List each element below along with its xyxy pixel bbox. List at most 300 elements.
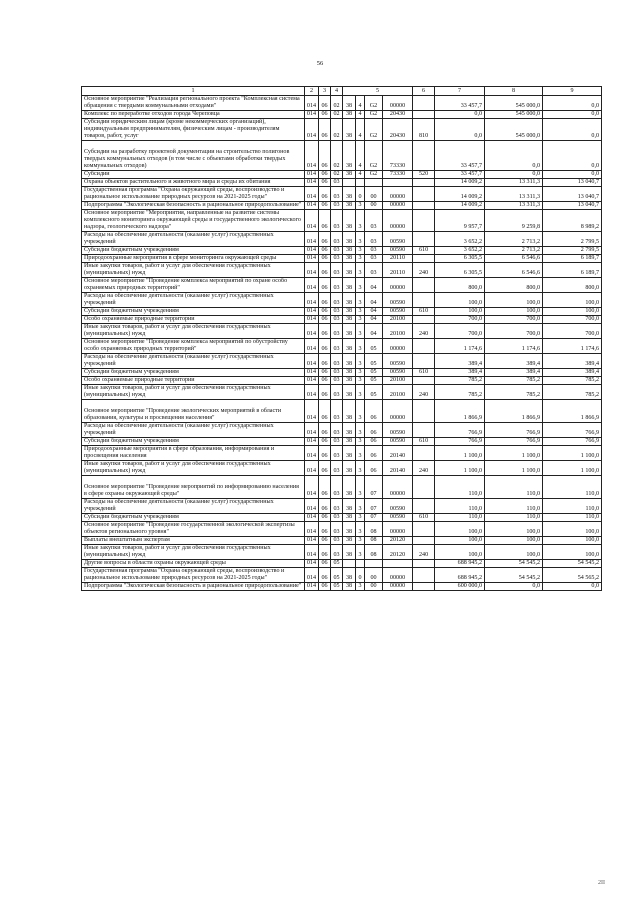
amount-year3-cell: 766,9	[543, 438, 602, 446]
subsection-code-cell: 03	[331, 385, 343, 400]
target-code-part-cell: 38	[343, 446, 356, 461]
row-name-cell: Иные закупки товаров, работ и услуг для обеспечения государственных (муниципальных) нужд	[82, 385, 305, 400]
target-code-part-cell: 3	[356, 210, 365, 232]
expense-type-cell	[413, 141, 435, 171]
target-code-part-cell: 04	[365, 316, 383, 324]
amount-year1-cell: 800,0	[435, 278, 485, 293]
target-code-part-cell: 38	[343, 278, 356, 293]
subsection-code-cell: 03	[331, 263, 343, 278]
ministry-code-cell: 014	[305, 202, 319, 210]
section-code-cell: 06	[319, 111, 331, 119]
section-code-cell: 06	[319, 179, 331, 187]
amount-year2-cell: 785,2	[485, 377, 543, 385]
amount-year3-cell: 1 866,9	[543, 400, 602, 423]
expense-type-cell: 610	[413, 308, 435, 316]
ministry-code-cell: 014	[305, 446, 319, 461]
target-code-part-cell: G2	[365, 96, 383, 111]
row-name-cell: Охрана объектов растительного и животного мира и среды их обитания	[82, 179, 305, 187]
row-name-cell: Основное мероприятие "Реализация регионального проекта "Комплексная система обращения с твердыми коммунальными отходами"	[82, 96, 305, 111]
section-code-cell: 06	[319, 377, 331, 385]
target-code-part-cell	[383, 179, 413, 187]
header-cell: 9	[543, 87, 602, 96]
table-row	[82, 255, 602, 263]
target-code-part-cell: 3	[356, 263, 365, 278]
target-code-part-cell: 38	[343, 423, 356, 438]
section-code-cell: 06	[319, 308, 331, 316]
target-code-part-cell: 06	[365, 423, 383, 438]
target-code-part-cell: 20100	[383, 377, 413, 385]
target-code-part-cell: 05	[365, 377, 383, 385]
subsection-code-cell: 03	[331, 369, 343, 377]
expense-type-cell	[413, 316, 435, 324]
table-row	[82, 423, 602, 438]
subsection-code-cell: 03	[331, 545, 343, 560]
target-code-part-cell: 38	[343, 369, 356, 377]
amount-year3-cell: 0,0	[543, 96, 602, 111]
subsection-code-cell: 03	[331, 179, 343, 187]
amount-year2-cell: 785,2	[485, 385, 543, 400]
amount-year1-cell: 14 009,2	[435, 187, 485, 202]
amount-year2-cell: 0,0	[485, 141, 543, 171]
expense-type-cell: 610	[413, 514, 435, 522]
table-row	[82, 499, 602, 514]
target-code-part-cell: 07	[365, 499, 383, 514]
amount-year1-cell: 688 945,2	[435, 568, 485, 583]
section-code-cell: 06	[319, 202, 331, 210]
target-code-part-cell: 3	[356, 438, 365, 446]
amount-year2-cell: 100,0	[485, 308, 543, 316]
amount-year2-cell: 1 866,9	[485, 400, 543, 423]
section-code-cell: 06	[319, 354, 331, 369]
amount-year3-cell: 13 040,7	[543, 187, 602, 202]
table-row	[82, 545, 602, 560]
target-code-part-cell: 00590	[383, 247, 413, 255]
amount-year1-cell: 14 009,2	[435, 179, 485, 187]
table-row	[82, 111, 602, 119]
target-code-part-cell: 03	[365, 255, 383, 263]
expense-type-cell	[413, 96, 435, 111]
budget-table	[81, 86, 602, 591]
section-code-cell: 06	[319, 293, 331, 308]
target-code-part-cell	[343, 179, 356, 187]
subsection-code-cell: 03	[331, 377, 343, 385]
section-code-cell: 06	[319, 400, 331, 423]
subsection-code-cell: 02	[331, 96, 343, 111]
amount-year1-cell: 700,0	[435, 316, 485, 324]
target-code-part-cell: 00590	[383, 293, 413, 308]
ministry-code-cell: 014	[305, 537, 319, 545]
ministry-code-cell: 014	[305, 247, 319, 255]
expense-type-cell	[413, 499, 435, 514]
section-code-cell: 06	[319, 476, 331, 499]
subsection-code-cell: 03	[331, 255, 343, 263]
section-code-cell: 06	[319, 560, 331, 568]
table-row	[82, 232, 602, 247]
table-row	[82, 560, 602, 568]
target-code-part-cell: 08	[365, 545, 383, 560]
amount-year3-cell: 0,0	[543, 171, 602, 179]
amount-year3-cell: 785,2	[543, 385, 602, 400]
subsection-code-cell: 03	[331, 324, 343, 339]
subsection-code-cell: 03	[331, 247, 343, 255]
ministry-code-cell: 014	[305, 438, 319, 446]
subsection-code-cell: 03	[331, 537, 343, 545]
section-code-cell: 06	[319, 369, 331, 377]
target-code-part-cell: 3	[356, 545, 365, 560]
expense-type-cell	[413, 400, 435, 423]
target-code-part-cell: 20100	[383, 385, 413, 400]
subsection-code-cell: 02	[331, 141, 343, 171]
amount-year1-cell: 100,0	[435, 293, 485, 308]
subsection-code-cell: 03	[331, 514, 343, 522]
amount-year1-cell: 3 652,2	[435, 232, 485, 247]
subsection-code-cell: 03	[331, 400, 343, 423]
row-name-cell: Основное мероприятие "Проведение экологических мероприятий в области образования, культуры и просвещения населения"	[82, 400, 305, 423]
table-row	[82, 537, 602, 545]
table-row	[82, 369, 602, 377]
table-row	[82, 263, 602, 278]
ministry-code-cell: 014	[305, 171, 319, 179]
table-row	[82, 339, 602, 354]
target-code-part-cell: 00000	[383, 96, 413, 111]
target-code-part-cell: 3	[356, 247, 365, 255]
subsection-code-cell: 03	[331, 499, 343, 514]
target-code-part-cell: 38	[343, 461, 356, 476]
expense-type-cell: 240	[413, 461, 435, 476]
target-code-part-cell: 3	[356, 377, 365, 385]
amount-year2-cell: 54 545,2	[485, 560, 543, 568]
row-name-cell: Субсидии бюджетным учреждениям	[82, 514, 305, 522]
expense-type-cell	[413, 583, 435, 591]
target-code-part-cell: 00000	[383, 476, 413, 499]
target-code-part-cell: 00590	[383, 499, 413, 514]
subsection-code-cell: 03	[331, 438, 343, 446]
amount-year1-cell: 0,0	[435, 119, 485, 141]
expense-type-cell: 520	[413, 171, 435, 179]
target-code-part-cell: 00590	[383, 232, 413, 247]
row-name-cell: Основное мероприятие "Проведение комплекса мероприятий по охране особо охраняемых природных территорий"	[82, 278, 305, 293]
section-code-cell: 06	[319, 171, 331, 179]
amount-year3-cell: 13 040,7	[543, 202, 602, 210]
expense-type-cell	[413, 423, 435, 438]
expense-type-cell: 610	[413, 369, 435, 377]
target-code-part-cell: 38	[343, 499, 356, 514]
expense-type-cell	[413, 522, 435, 537]
amount-year3-cell: 110,0	[543, 514, 602, 522]
target-code-part-cell: 3	[356, 423, 365, 438]
amount-year1-cell: 389,4	[435, 369, 485, 377]
target-code-part-cell: 20100	[383, 324, 413, 339]
amount-year2-cell: 110,0	[485, 499, 543, 514]
target-code-part-cell: 00000	[383, 522, 413, 537]
amount-year1-cell: 600 000,0	[435, 583, 485, 591]
target-code-part-cell: 3	[356, 293, 365, 308]
target-code-part-cell: 00590	[383, 354, 413, 369]
section-code-cell: 06	[319, 545, 331, 560]
subsection-code-cell: 02	[331, 111, 343, 119]
amount-year3-cell: 700,0	[543, 324, 602, 339]
target-code-part-cell: 38	[343, 210, 356, 232]
header-cell: 6	[413, 87, 435, 96]
target-code-part-cell: 38	[343, 187, 356, 202]
target-code-part-cell: 00000	[383, 210, 413, 232]
target-code-part-cell: 38	[343, 537, 356, 545]
expense-type-cell	[413, 568, 435, 583]
target-code-part-cell: 4	[356, 171, 365, 179]
target-code-part-cell: 73330	[383, 171, 413, 179]
target-code-part-cell: 38	[343, 583, 356, 591]
ministry-code-cell: 014	[305, 179, 319, 187]
ministry-code-cell: 014	[305, 583, 319, 591]
subsection-code-cell: 02	[331, 171, 343, 179]
row-name-cell: Расходы на обеспечение деятельности (оказание услуг) государственных учреждений	[82, 232, 305, 247]
target-code-part-cell	[383, 560, 413, 568]
row-name-cell: Основное мероприятие "Проведение мероприятий по информированию населения в сфере охраны окружающей среды"	[82, 476, 305, 499]
header-row	[82, 87, 602, 96]
amount-year3-cell: 100,0	[543, 545, 602, 560]
subsection-code-cell: 03	[331, 423, 343, 438]
ministry-code-cell: 014	[305, 476, 319, 499]
target-code-part-cell: 3	[356, 446, 365, 461]
table-row	[82, 119, 602, 141]
ministry-code-cell: 014	[305, 111, 319, 119]
row-name-cell: Расходы на обеспечение деятельности (оказание услуг) государственных учреждений	[82, 354, 305, 369]
expense-type-cell: 240	[413, 324, 435, 339]
ministry-code-cell: 014	[305, 545, 319, 560]
amount-year2-cell: 6 546,6	[485, 255, 543, 263]
amount-year2-cell: 700,0	[485, 316, 543, 324]
amount-year1-cell: 700,0	[435, 324, 485, 339]
expense-type-cell: 810	[413, 119, 435, 141]
target-code-part-cell: 04	[365, 278, 383, 293]
table-row	[82, 187, 602, 202]
ministry-code-cell: 014	[305, 232, 319, 247]
amount-year1-cell: 1 866,9	[435, 400, 485, 423]
row-name-cell: Субсидии бюджетным учреждениям	[82, 247, 305, 255]
target-code-part-cell: 3	[356, 324, 365, 339]
amount-year3-cell: 110,0	[543, 476, 602, 499]
target-code-part-cell: 4	[356, 96, 365, 111]
subsection-code-cell: 03	[331, 461, 343, 476]
amount-year2-cell: 545 000,0	[485, 119, 543, 141]
row-name-cell: Другие вопросы в области охраны окружающей среды	[82, 560, 305, 568]
ministry-code-cell: 014	[305, 369, 319, 377]
expense-type-cell	[413, 293, 435, 308]
section-code-cell: 06	[319, 263, 331, 278]
row-name-cell: Иные закупки товаров, работ и услуг для обеспечения государственных (муниципальных) нужд	[82, 545, 305, 560]
target-code-part-cell: 4	[356, 111, 365, 119]
amount-year3-cell: 0,0	[543, 111, 602, 119]
amount-year3-cell: 389,4	[543, 369, 602, 377]
amount-year3-cell: 2 799,5	[543, 232, 602, 247]
subsection-code-cell: 05	[331, 568, 343, 583]
target-code-part-cell: 05	[365, 339, 383, 354]
amount-year3-cell: 1 100,0	[543, 446, 602, 461]
subsection-code-cell: 03	[331, 476, 343, 499]
ministry-code-cell: 014	[305, 308, 319, 316]
target-code-part-cell: 3	[356, 278, 365, 293]
subsection-code-cell: 03	[331, 316, 343, 324]
section-code-cell: 06	[319, 210, 331, 232]
table-row	[82, 210, 602, 232]
amount-year3-cell: 389,4	[543, 354, 602, 369]
ministry-code-cell: 014	[305, 560, 319, 568]
ministry-code-cell: 014	[305, 423, 319, 438]
amount-year2-cell: 766,9	[485, 423, 543, 438]
amount-year2-cell: 1 100,0	[485, 461, 543, 476]
amount-year1-cell: 110,0	[435, 514, 485, 522]
target-code-part-cell: 00590	[383, 438, 413, 446]
amount-year1-cell: 1 100,0	[435, 446, 485, 461]
target-code-part-cell: 00	[365, 187, 383, 202]
amount-year2-cell: 110,0	[485, 514, 543, 522]
amount-year3-cell: 8 989,2	[543, 210, 602, 232]
subsection-code-cell: 03	[331, 354, 343, 369]
table-row	[82, 293, 602, 308]
table-row	[82, 522, 602, 537]
subsection-code-cell: 03	[331, 522, 343, 537]
section-code-cell: 06	[319, 96, 331, 111]
target-code-part-cell: 00000	[383, 278, 413, 293]
ministry-code-cell: 014	[305, 385, 319, 400]
subsection-code-cell: 03	[331, 446, 343, 461]
subsection-code-cell: 03	[331, 202, 343, 210]
target-code-part-cell: 4	[356, 141, 365, 171]
section-code-cell: 06	[319, 568, 331, 583]
target-code-part-cell: G2	[365, 141, 383, 171]
row-name-cell: Выплаты внештатным экспертам	[82, 537, 305, 545]
target-code-part-cell: 38	[343, 377, 356, 385]
amount-year2-cell: 2 713,2	[485, 247, 543, 255]
amount-year1-cell: 9 957,7	[435, 210, 485, 232]
expense-type-cell: 610	[413, 438, 435, 446]
ministry-code-cell: 014	[305, 514, 319, 522]
amount-year3-cell: 1 174,6	[543, 339, 602, 354]
table-row	[82, 324, 602, 339]
row-name-cell: Субсидии бюджетным учреждениям	[82, 369, 305, 377]
ministry-code-cell: 014	[305, 255, 319, 263]
target-code-part-cell: 05	[365, 385, 383, 400]
ministry-code-cell: 014	[305, 316, 319, 324]
row-name-cell: Расходы на обеспечение деятельности (оказание услуг) государственных учреждений	[82, 499, 305, 514]
amount-year2-cell: 13 311,3	[485, 202, 543, 210]
target-code-part-cell	[365, 179, 383, 187]
amount-year2-cell: 54 545,2	[485, 568, 543, 583]
section-code-cell: 06	[319, 255, 331, 263]
row-name-cell: Субсидии бюджетным учреждениям	[82, 438, 305, 446]
expense-type-cell	[413, 202, 435, 210]
amount-year1-cell: 100,0	[435, 522, 485, 537]
expense-type-cell	[413, 111, 435, 119]
subsection-code-cell: 03	[331, 232, 343, 247]
table-row	[82, 247, 602, 255]
amount-year3-cell: 766,9	[543, 423, 602, 438]
section-code-cell: 06	[319, 339, 331, 354]
target-code-part-cell: 3	[356, 514, 365, 522]
subsection-code-cell: 03	[331, 210, 343, 232]
expense-type-cell	[413, 255, 435, 263]
target-code-part-cell: 03	[365, 210, 383, 232]
target-code-part-cell: 38	[343, 293, 356, 308]
amount-year2-cell: 13 311,3	[485, 187, 543, 202]
table-row	[82, 316, 602, 324]
target-code-part-cell: 20120	[383, 545, 413, 560]
target-code-part-cell: 3	[356, 499, 365, 514]
amount-year2-cell: 389,4	[485, 369, 543, 377]
section-code-cell: 06	[319, 278, 331, 293]
header-cell: 1	[82, 87, 305, 96]
target-code-part-cell: 38	[343, 263, 356, 278]
target-code-part-cell: 38	[343, 545, 356, 560]
section-code-cell: 06	[319, 514, 331, 522]
amount-year2-cell: 766,9	[485, 438, 543, 446]
target-code-part-cell: 00	[365, 568, 383, 583]
amount-year1-cell: 3 652,2	[435, 247, 485, 255]
target-code-part-cell: 38	[343, 476, 356, 499]
section-code-cell: 06	[319, 438, 331, 446]
target-code-part-cell: 38	[343, 232, 356, 247]
amount-year2-cell: 100,0	[485, 522, 543, 537]
target-code-part-cell: 38	[343, 308, 356, 316]
target-code-part-cell	[343, 560, 356, 568]
amount-year3-cell: 2 799,5	[543, 247, 602, 255]
row-name-cell: Основное мероприятие "Мероприятия, направленные на развитие системы комплексного мониторинга окружающей среды и государственного экологического надзора, геологического надзора"	[82, 210, 305, 232]
section-code-cell: 06	[319, 537, 331, 545]
amount-year3-cell: 1 100,0	[543, 461, 602, 476]
amount-year1-cell: 6 305,5	[435, 255, 485, 263]
expense-type-cell	[413, 476, 435, 499]
target-code-part-cell: 3	[356, 461, 365, 476]
target-code-part-cell: 38	[343, 96, 356, 111]
row-name-cell: Субсидии бюджетным учреждениям	[82, 308, 305, 316]
amount-year1-cell: 1 100,0	[435, 461, 485, 476]
amount-year3-cell: 54 565,2	[543, 568, 602, 583]
target-code-part-cell: 06	[365, 438, 383, 446]
table-row	[82, 354, 602, 369]
target-code-part-cell: 06	[365, 461, 383, 476]
ministry-code-cell: 014	[305, 568, 319, 583]
amount-year3-cell: 700,0	[543, 316, 602, 324]
expense-type-cell	[413, 377, 435, 385]
ministry-code-cell: 014	[305, 522, 319, 537]
amount-year1-cell: 785,2	[435, 377, 485, 385]
amount-year2-cell: 100,0	[485, 293, 543, 308]
target-code-part-cell: 38	[343, 111, 356, 119]
expense-type-cell	[413, 537, 435, 545]
target-code-part-cell: 38	[343, 400, 356, 423]
table-row	[82, 476, 602, 499]
amount-year1-cell: 688 945,2	[435, 560, 485, 568]
row-name-cell: Основное мероприятие "Проведение комплекса мероприятий по обустройству особо охраняемых природных территорий"	[82, 339, 305, 354]
target-code-part-cell: 4	[356, 119, 365, 141]
row-name-cell: Государственная программа "Охрана окружающей среды, воспроизводство и рациональное использование природных ресурсов на 2021-2025 годы"	[82, 568, 305, 583]
target-code-part-cell: 20140	[383, 461, 413, 476]
target-code-part-cell: 3	[356, 339, 365, 354]
subsection-code-cell: 03	[331, 293, 343, 308]
target-code-part-cell: 00000	[383, 202, 413, 210]
header-cell: 4	[331, 87, 343, 96]
header-cell: 2	[305, 87, 319, 96]
table-row	[82, 278, 602, 293]
expense-type-cell	[413, 446, 435, 461]
target-code-part-cell	[356, 179, 365, 187]
expense-type-cell	[413, 354, 435, 369]
amount-year2-cell: 0,0	[485, 171, 543, 179]
target-code-part-cell: 05	[365, 369, 383, 377]
target-code-part-cell: 38	[343, 354, 356, 369]
amount-year2-cell: 0,0	[485, 583, 543, 591]
target-code-part-cell: 38	[343, 339, 356, 354]
